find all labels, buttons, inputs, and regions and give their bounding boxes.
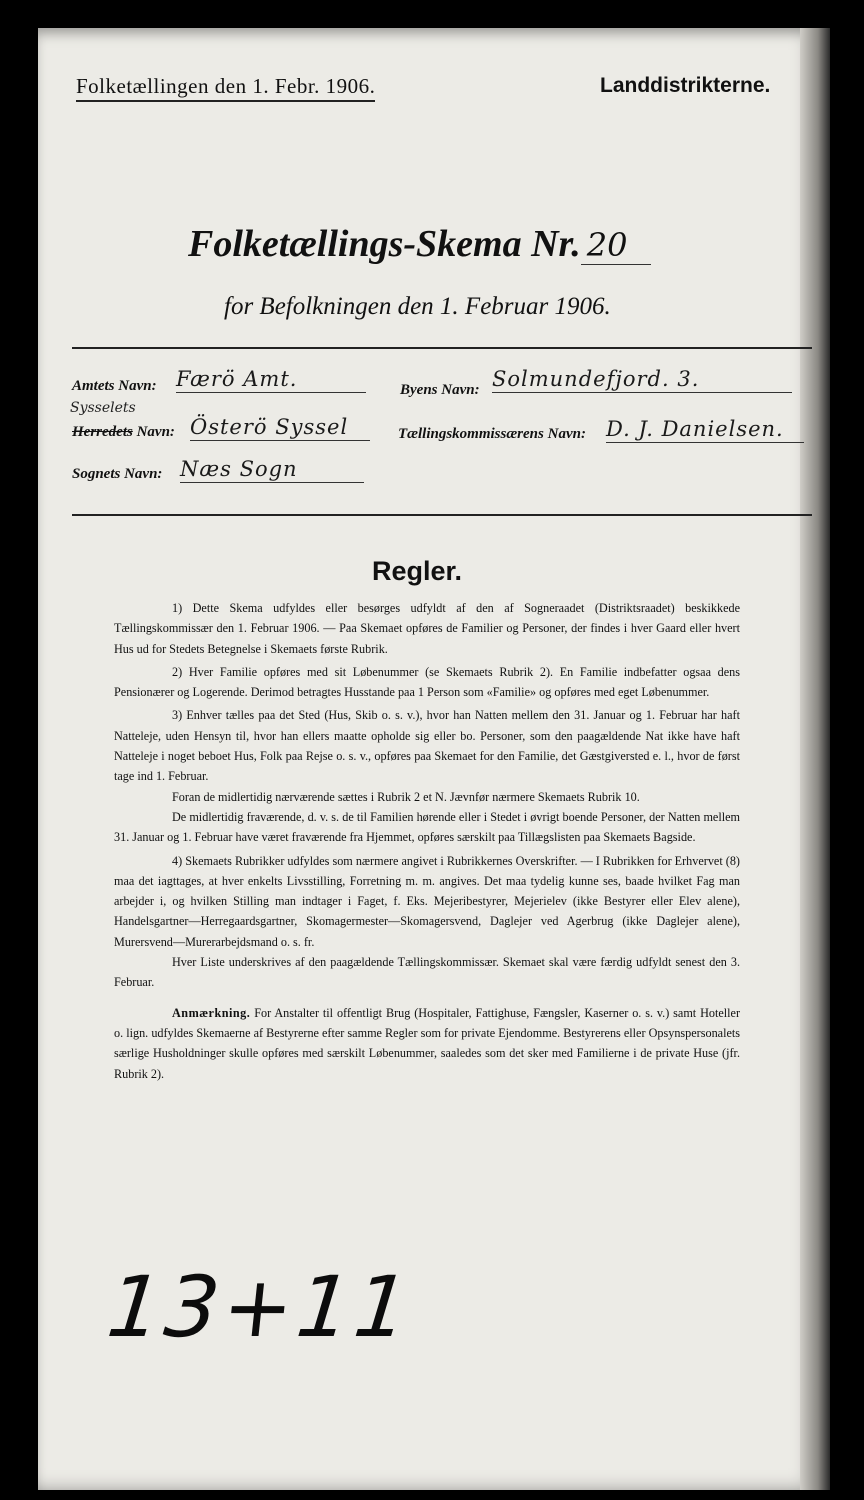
top-divider — [72, 347, 812, 349]
handwritten-note: 13+11 — [102, 1258, 418, 1356]
region-label — [72, 424, 175, 441]
rule-note-text: For Anstalter til offentligt Brug (Hospitaler, Fattighuse, Fængsler, Kaserner o. s. v.) samt Hoteller o. lign. udfyldes Skemaerne af Bestyrerne efter samme Regler som for private Ejendomme. Bestyrerens eller Opsynspersonalets særlige Husholdninger skulle opføres med særskilt Løbenummer, saaledes som det sker med Familierne i de private Huse (jfr. Rubrik 2). — [114, 1005, 741, 1081]
rule-paragraph: 2) Hver Familie opføres med sit Løbenummer (se Skemaets Rubrik 2). En Familie indbefatter ogsaa dens Pensionærer og Logerende. Derimod betragtes Husstande paa 1 Person som «Familie» og opføres med eget Løbenummer. — [114, 664, 740, 700]
rule-paragraph: Hver Liste underskrives af den paagældende Tællingskommissær. Skemaet skal være færdig udfyldt senest den 3. Februar. — [114, 955, 740, 990]
form-number: 20 — [581, 226, 651, 265]
fields-bottom-divider — [72, 514, 812, 516]
region-label-suffix: Navn: — [136, 424, 175, 440]
amt-value: Færö Amt. — [176, 366, 366, 393]
region-printed-word: Herredets — [72, 424, 133, 440]
rule-paragraph: De midlertidig fraværende, d. v. s. de til Familien hørende eller i Stedet i øvrigt boende Personer, der Natten mellem 31. Januar og 1. Februar have været fraværende fra Hjemmet, opføres særskilt paa Tillægslisten paa Skemaets Bagside. — [114, 809, 740, 845]
region-value: Österö Syssel — [190, 414, 370, 441]
rule-paragraph: 1) Dette Skema udfyldes eller besørges udfyldt af den af Sogneraadet (Distriktsraadet) beskikkede Tællingskommissær den 1. Februar 1906. — Paa Skemaet opføres de Familier og Personer, der findes i hver Gaard eller hvert Hus ud for Stedets Betegnelse i Skemaets første Rubrik. — [114, 601, 740, 656]
amt-label: Amtets Navn: — [72, 378, 157, 394]
rule-note-label: Anmærkning. — [172, 1005, 251, 1020]
rule-note — [114, 1003, 740, 1084]
by-label: Byens Navn: — [400, 382, 480, 398]
district-type-header: Landdistrikterne. — [600, 74, 771, 97]
rules-heading: Regler. — [372, 556, 463, 586]
by-value: Solmundefjord. 3. — [492, 366, 792, 393]
sogn-label: Sognets Navn: — [72, 466, 163, 482]
form-title — [188, 222, 651, 266]
kommissaer-value: D. J. Danielsen. — [606, 416, 804, 443]
region-handwritten-correction: Sysselets — [70, 400, 136, 416]
form-title-label: Folketællings-Skema Nr. — [188, 223, 581, 265]
kommissaer-label: Tællingskommissærens Navn: — [398, 426, 586, 442]
rule-paragraph: 4) Skemaets Rubrikker udfyldes som nærmere angivet i Rubrikkernes Overskrifter. — I Rubrikken for Erhvervet (8) maa det iagttages, at hver enkelts Livsstilling, Forretning m. m. angives. Det maa tydelig kunne ses, baade hvilket Fag man arbejder i, og hvilken Stilling man indtager i Faget, f. Eks. Mejeribestyrer, Mejerielev (ikke Bestyrer eller Elev alene), Handelsgartner—Herregaardsgartner, Skomagermester—Skomagersvend, Daglejer ved Agerbrug (ikke Daglejer alene), Murersvend—Murerarbejdsmand o. s. fr. — [114, 853, 740, 949]
sogn-value: Næs Sogn — [180, 456, 364, 483]
form-subtitle: for Befolkningen den 1. Februar 1906. — [224, 293, 611, 320]
rule-paragraph: 3) Enhver tælles paa det Sted (Hus, Skib o. s. v.), hvor han Natten mellem den 31. Januar og 1. Februar har haft Natteleje, uden Hensyn til, hvor han ellers maatte opholde sig eller bo. Personer, som den paagældende Nat ikke have haft Natteleje i noget beboet Hus, Folk paa Rejse o. s. v., opføres paa Skemaet for den Familie, det Gæstgiversted e. l., hvor de først tage ind 1. Februar. — [114, 708, 740, 784]
rules-body — [114, 598, 740, 1084]
page-edge-shadow — [800, 28, 830, 1490]
census-date-header: Folketællingen den 1. Febr. 1906. — [76, 74, 375, 102]
rule-paragraph: Foran de midlertidig nærværende sættes i Rubrik 2 et N. Jævnfør nærmere Skemaets Rubrik 10. — [172, 789, 640, 804]
